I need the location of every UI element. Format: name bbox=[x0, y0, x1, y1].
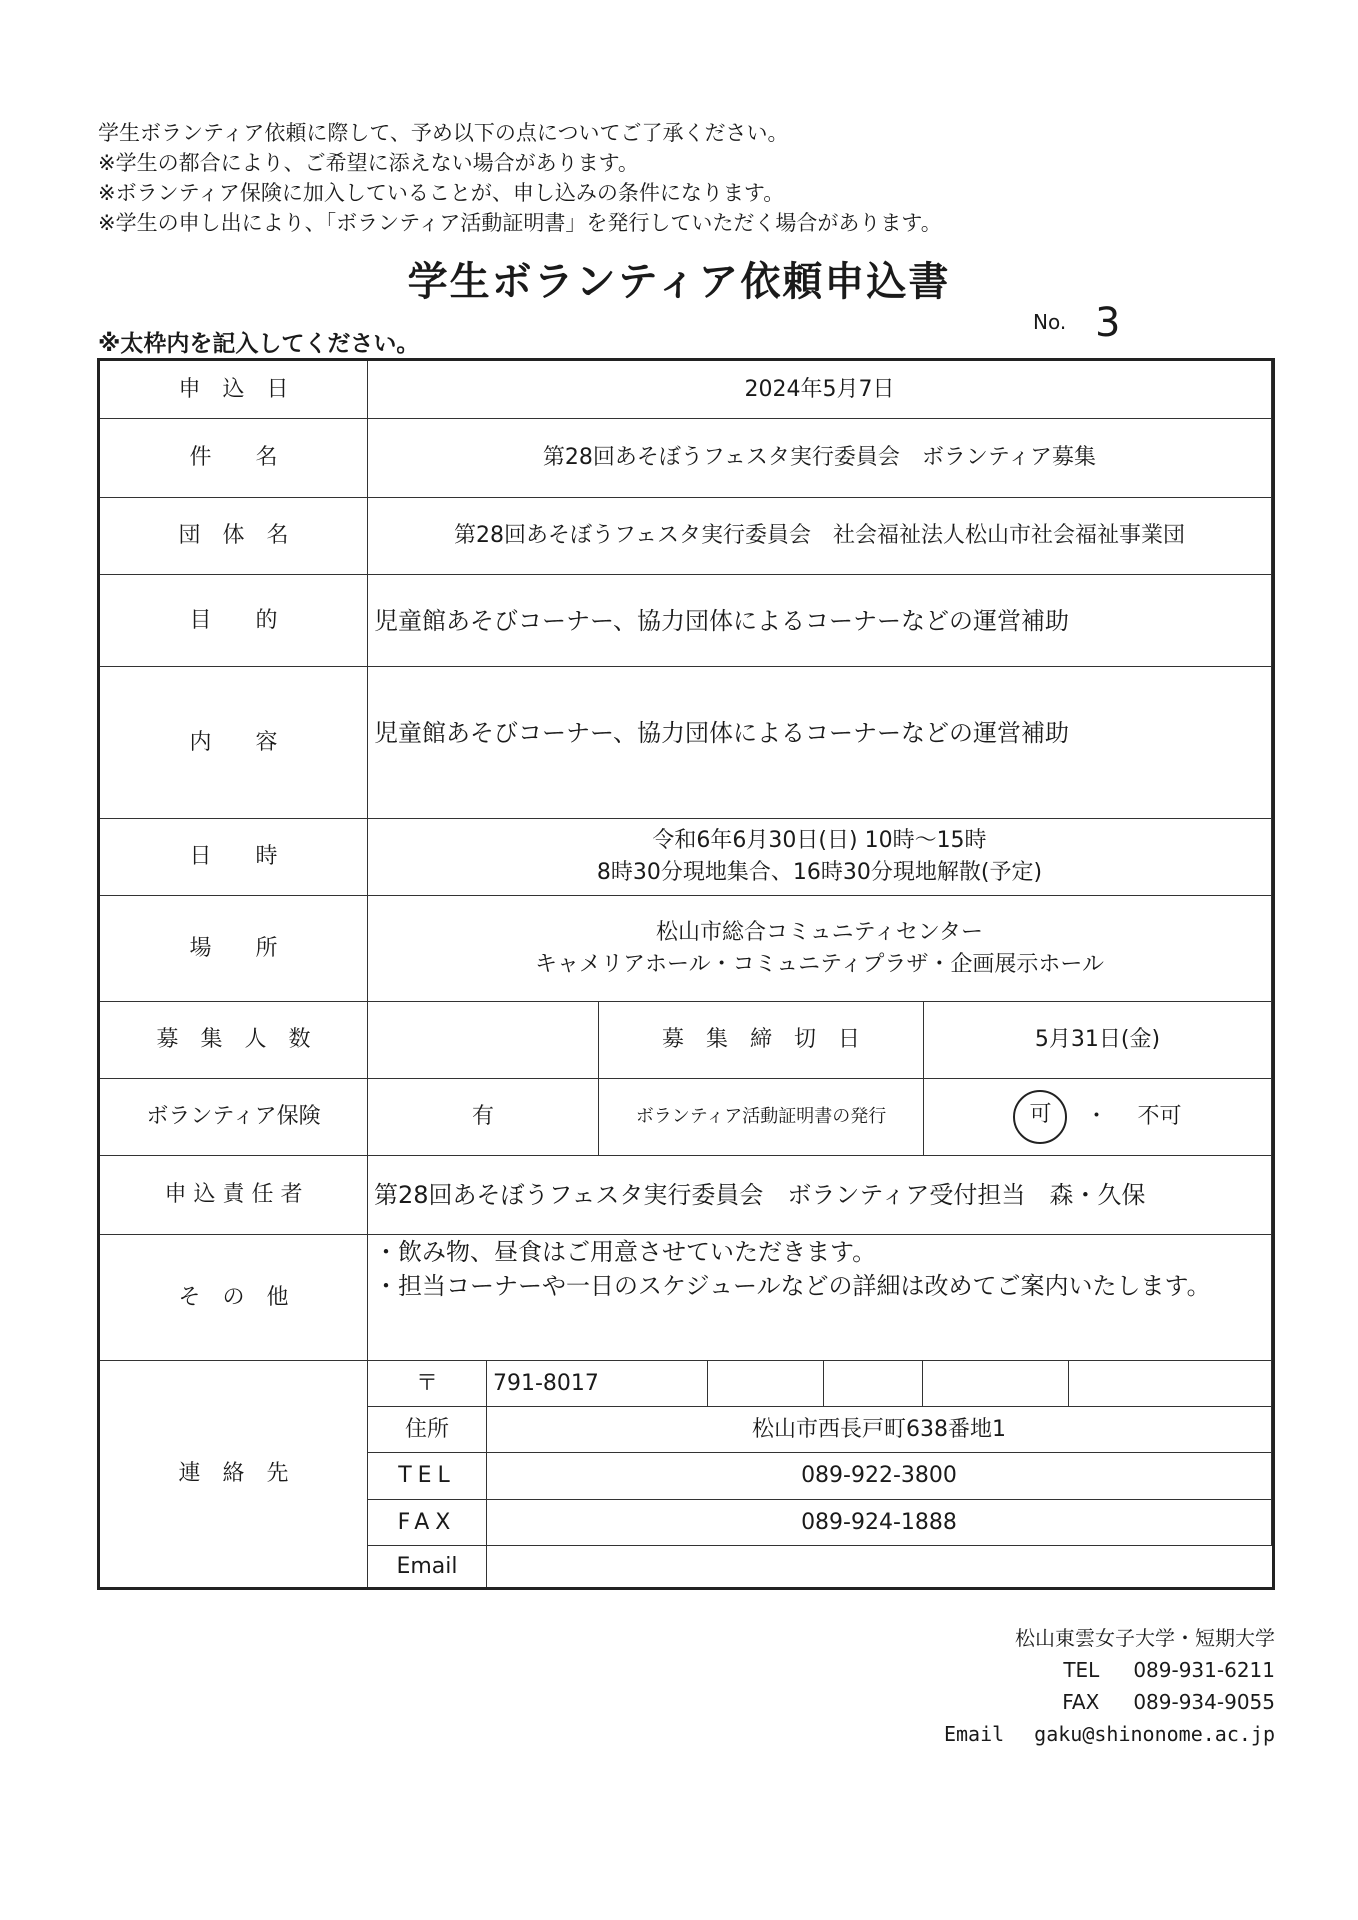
page-title: 学生ボランティア依頼申込書 bbox=[407, 259, 951, 305]
datetime-line1: 令和6年6月30日(日) 10時～15時 bbox=[652, 828, 987, 853]
label-place: 場 所 bbox=[100, 896, 368, 1002]
label-address: 住所 bbox=[368, 1407, 487, 1453]
responsible-value: 第28回あそぼうフェスタ実行委員会 ボランティア受付担当 森・久保 bbox=[368, 1156, 1272, 1235]
postal-value: 791-8017 bbox=[487, 1361, 708, 1407]
footer-fax: 089-934-9055 bbox=[1133, 1690, 1275, 1714]
address-value: 松山市西長戸町638番地1 bbox=[487, 1407, 1272, 1453]
certificate-option-selected[interactable]: 可 bbox=[1013, 1090, 1067, 1144]
place-line2: キャメリアホール・コミュニティプラザ・企画展示ホール bbox=[535, 951, 1104, 977]
deadline-value: 5月31日(金) bbox=[924, 1002, 1272, 1079]
footer-email[interactable]: gaku@shinonome.ac.jp bbox=[1034, 1722, 1275, 1746]
purpose-value: 児童館あそびコーナー、協力団体によるコーナーなどの運営補助 bbox=[368, 575, 1272, 667]
notes bbox=[98, 118, 942, 238]
footer-org: 松山東雲女子大学・短期大学 bbox=[1015, 1626, 1275, 1650]
recruit-count-value[interactable] bbox=[368, 1002, 599, 1079]
application-date-value: 2024年5月7日 bbox=[368, 361, 1272, 419]
label-tel: TEL bbox=[368, 1453, 487, 1500]
note-line: ※ボランティア保険に加入していることが、申し込みの条件になります。 bbox=[98, 181, 785, 205]
note-line: ※学生の都合により、ご希望に添えない場合があります。 bbox=[98, 151, 639, 175]
note-line: 学生ボランティア依頼に際して、予め以下の点についてご了承ください。 bbox=[98, 121, 789, 145]
other-value bbox=[368, 1235, 1272, 1361]
certificate-option-other[interactable]: 不可 bbox=[1137, 1104, 1182, 1129]
postal-box bbox=[824, 1361, 923, 1407]
label-other: そ の 他 bbox=[100, 1235, 368, 1361]
label-certificate: ボランティア活動証明書の発行 bbox=[599, 1079, 924, 1156]
label-responsible: 申 込 責 任 者 bbox=[100, 1156, 368, 1235]
content-value: 児童館あそびコーナー、協力団体によるコーナーなどの運営補助 bbox=[368, 667, 1272, 819]
fax-value: 089-924-1888 bbox=[487, 1500, 1272, 1546]
label-email: Email bbox=[368, 1546, 487, 1587]
postal-box bbox=[708, 1361, 824, 1407]
place-value bbox=[368, 896, 1272, 1002]
note-line: ※学生の申し出により、「ボランティア活動証明書」を発行していただく場合があります。 bbox=[98, 211, 942, 235]
insurance-value: 有 bbox=[368, 1079, 599, 1156]
form-table bbox=[97, 358, 1275, 1590]
place-line1: 松山市総合コミュニティセンター bbox=[656, 919, 983, 945]
label-insurance: ボランティア保険 bbox=[100, 1079, 368, 1156]
subject-value: 第28回あそぼうフェスタ実行委員会 ボランティア募集 bbox=[368, 419, 1272, 498]
label-application-date: 申 込 日 bbox=[100, 361, 368, 419]
label-subject: 件 名 bbox=[100, 419, 368, 498]
label-datetime: 日 時 bbox=[100, 819, 368, 896]
separator: ・ bbox=[1085, 1104, 1108, 1129]
footer-tel: 089-931-6211 bbox=[1133, 1658, 1275, 1682]
postal-box bbox=[923, 1361, 1069, 1407]
label-purpose: 目 的 bbox=[100, 575, 368, 667]
number-label: No. bbox=[1033, 310, 1067, 334]
footer-email-label: Email bbox=[943, 1722, 1005, 1746]
number-value: 3 bbox=[1095, 300, 1121, 346]
label-content: 内 容 bbox=[100, 667, 368, 819]
instruction: ※太枠内を記入してください。 bbox=[98, 331, 420, 357]
email-value[interactable] bbox=[487, 1546, 1272, 1587]
tel-value: 089-922-3800 bbox=[487, 1453, 1272, 1500]
other-line2: ・担当コーナーや一日のスケジュールなどの詳細は改めてご案内いたします。 bbox=[374, 1272, 1211, 1300]
label-contact: 連 絡 先 bbox=[100, 1361, 368, 1587]
label-fax: FAX bbox=[368, 1500, 487, 1546]
organization-value: 第28回あそぼうフェスタ実行委員会 社会福祉法人松山市社会福祉事業団 bbox=[368, 498, 1272, 575]
label-recruit-count: 募 集 人 数 bbox=[100, 1002, 368, 1079]
label-organization: 団 体 名 bbox=[100, 498, 368, 575]
label-postal: 〒 bbox=[368, 1361, 487, 1407]
label-deadline: 募 集 締 切 日 bbox=[599, 1002, 924, 1079]
footer-contact bbox=[944, 1622, 1275, 1750]
datetime-value bbox=[368, 819, 1272, 896]
datetime-line2: 8時30分現地集合、16時30分現地解散(予定) bbox=[596, 860, 1043, 885]
footer-tel-label: TEL bbox=[1063, 1658, 1100, 1682]
certificate-options bbox=[924, 1079, 1272, 1156]
postal-box bbox=[1069, 1361, 1272, 1407]
other-line1: ・飲み物、昼食はご用意させていただきます。 bbox=[374, 1238, 877, 1266]
footer-fax-label: FAX bbox=[1062, 1690, 1100, 1714]
